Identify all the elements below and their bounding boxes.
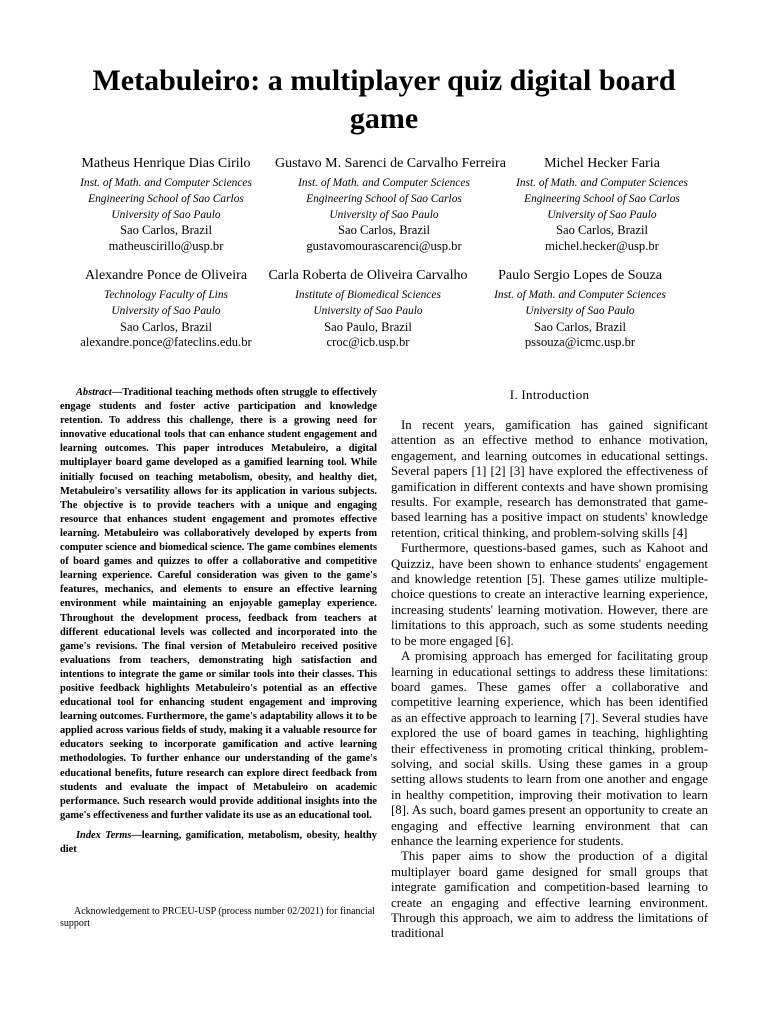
index-terms-text: —learning, gamification, metabolism, obesity, healthy diet bbox=[60, 829, 377, 855]
author-affiliation: University of Sao Paulo bbox=[547, 208, 657, 221]
author-email: gustavomourascarenci@usp.br bbox=[306, 239, 462, 254]
author-name: Paulo Sergio Lopes de Souza bbox=[498, 268, 662, 283]
right-column bbox=[391, 386, 708, 942]
author-block bbox=[496, 155, 708, 255]
author-name: Carla Roberta de Oliveira Carvalho bbox=[268, 268, 468, 283]
index-terms bbox=[60, 829, 377, 857]
author-affiliation: Engineering School of Sao Carlos bbox=[524, 192, 680, 205]
author-email: pssouza@icmc.usp.br bbox=[524, 335, 636, 350]
author-affiliation: Inst. of Math. and Computer Sciences bbox=[516, 177, 688, 189]
author-affiliation: University of Sao Paulo bbox=[329, 208, 439, 221]
author-city: Sao Paulo, Brazil bbox=[324, 319, 412, 334]
author-city: Sao Carlos, Brazil bbox=[556, 223, 648, 238]
author-block bbox=[60, 155, 272, 255]
author-city: Sao Carlos, Brazil bbox=[120, 223, 212, 238]
acknowledgement-footnote: Acknowledgement to PRCEU-USP (process number 02/2021) for financial support bbox=[60, 906, 375, 929]
author-affiliation: Inst. of Math. and Computer Sciences bbox=[298, 177, 470, 189]
abstract-label: Abstract bbox=[76, 387, 112, 398]
author-affiliation: Inst. of Math. and Computer Sciences bbox=[80, 177, 252, 189]
author-affiliation: Engineering School of Sao Carlos bbox=[88, 192, 244, 205]
author-affiliation: Technology Faculty of Lins bbox=[104, 289, 228, 301]
author-affiliation: Institute of Biomedical Sciences bbox=[295, 289, 441, 301]
author-block bbox=[275, 155, 506, 255]
author-block bbox=[60, 267, 272, 351]
index-terms-label: Index Terms bbox=[76, 829, 132, 841]
intro-paragraph: This paper aims to show the production of a digital multiplayer board game designed for small groups that integrate gamification and competition-based learning to create an engaging and effective learning environment. Through this approach, we aim to address the limitations of traditional bbox=[391, 849, 708, 941]
author-email: alexandre.ponce@fateclins.edu.br bbox=[80, 335, 252, 350]
author-city: Sao Carlos, Brazil bbox=[534, 319, 626, 334]
author-email: matheuscirillo@usp.br bbox=[108, 239, 224, 254]
author-affiliation: University of Sao Paulo bbox=[111, 304, 221, 317]
author-name: Matheus Henrique Dias Cirilo bbox=[81, 156, 251, 171]
intro-paragraph: Furthermore, questions-based games, such as Kahoot and Quizziz, have been shown to enhance students' engagement and knowledge retention [5]. These games utilize multiple-choice questions to create an interactive learning experience, increasing students' learning motivation. However, there are limitations to this approach, such as some students needing to be more engaged [6]. bbox=[391, 541, 708, 648]
author-affiliation: Inst. of Math. and Computer Sciences bbox=[494, 289, 666, 301]
abstract-text: —Traditional teaching methods often struggle to effectively engage students and foster active participation and knowledge retention. To address this challenge, there is a growing need for innovative educational tools that can enhance student engagement and learning outcomes. This paper introduces Metabuleiro, a digital multiplayer board game developed as a gamified learning tool. While initially focused on teaching metabolism, obesity, and healthy diet, Metabuleiro's versatility allows for its application in various subjects. The objective is to provide teachers with a unique and engaging resource that enhances student engagement and promotes effective learning. Metabuleiro was collaboratively developed by experts from computer science and biomedical science. The game combines elements of board games and quizzes to offer a collaborative and competitive learning experience. Careful consideration was given to the game's features, mechanics, and elements to ensure an effective learning environment while maintaining an enjoyable gameplay experience. Throughout the development process, feedback from teachers at different educational levels was collected and incorporated into the game's revisions. The final version of Metabuleiro received positive evaluations from teachers, demonstrating high satisfaction and intentions to integrate the game or similar tools into their classes. This positive feedback highlights Metabuleiro's potential as an effective educational tool for enhancing student engagement and improving learning outcomes. Furthermore, the game's adaptability allows it to be applied across various fields of study, making it a valuable resource for educators seeking to incorporate gamification and active learning methodologies. To further enhance our understanding of the game's educational benefits, future research can explore direct feedback from students and evaluate the impact of Metabuleiro on academic performance. Such research would provide additional insights into the game's effectiveness and further validate its use as an educational tool. bbox=[60, 387, 377, 821]
intro-paragraph: A promising approach has emerged for facilitating group learning in educational settings to address these limitations: board games. These games offer a collaborative and competitive learning experience, which has been identified as an effective approach to learning [7]. Several studies have explored the use of board games in teaching, highlighting their effectiveness in promoting critical thinking, problem-solving, and social skills. Using these games in a group setting allows students to learn from one another and engage in healthy competition, improving their motivation to learn [8]. As such, board games present an opportunity to create an engaging and effective learning environment that can enhance the learning experience for students. bbox=[391, 649, 708, 848]
author-city: Sao Carlos, Brazil bbox=[338, 223, 430, 238]
section-heading: I. Introduction bbox=[509, 387, 590, 402]
author-city: Sao Carlos, Brazil bbox=[120, 319, 212, 334]
intro-paragraph: In recent years, gamification has gained significant attention as an effective method to enhance motivation, engagement, and learning outcomes in educational settings. Several papers [1] [2] [3] have explored the effectiveness of gamification in different contexts and have shown promising results. For example, research has demonstrated that game-based learning has a positive impact on students' knowledge retention, critical thinking, and problem-solving skills [4] bbox=[391, 418, 708, 540]
author-name: Alexandre Ponce de Oliveira bbox=[84, 268, 248, 283]
abstract bbox=[60, 386, 377, 823]
author-affiliation: Engineering School of Sao Carlos bbox=[306, 192, 462, 205]
author-block bbox=[474, 267, 686, 351]
author-email: croc@icb.usp.br bbox=[326, 335, 410, 350]
paper-title: Metabuleiro: a multiplayer quiz digital board game bbox=[92, 64, 676, 135]
author-block bbox=[262, 267, 474, 351]
author-affiliation: University of Sao Paulo bbox=[525, 304, 635, 317]
author-name: Gustavo M. Sarenci de Carvalho Ferreira bbox=[275, 156, 506, 171]
author-affiliation: University of Sao Paulo bbox=[313, 304, 423, 317]
author-email: michel.hecker@usp.br bbox=[545, 239, 659, 254]
author-affiliation: University of Sao Paulo bbox=[111, 208, 221, 221]
left-column bbox=[60, 386, 377, 857]
author-name: Michel Hecker Faria bbox=[544, 156, 660, 171]
